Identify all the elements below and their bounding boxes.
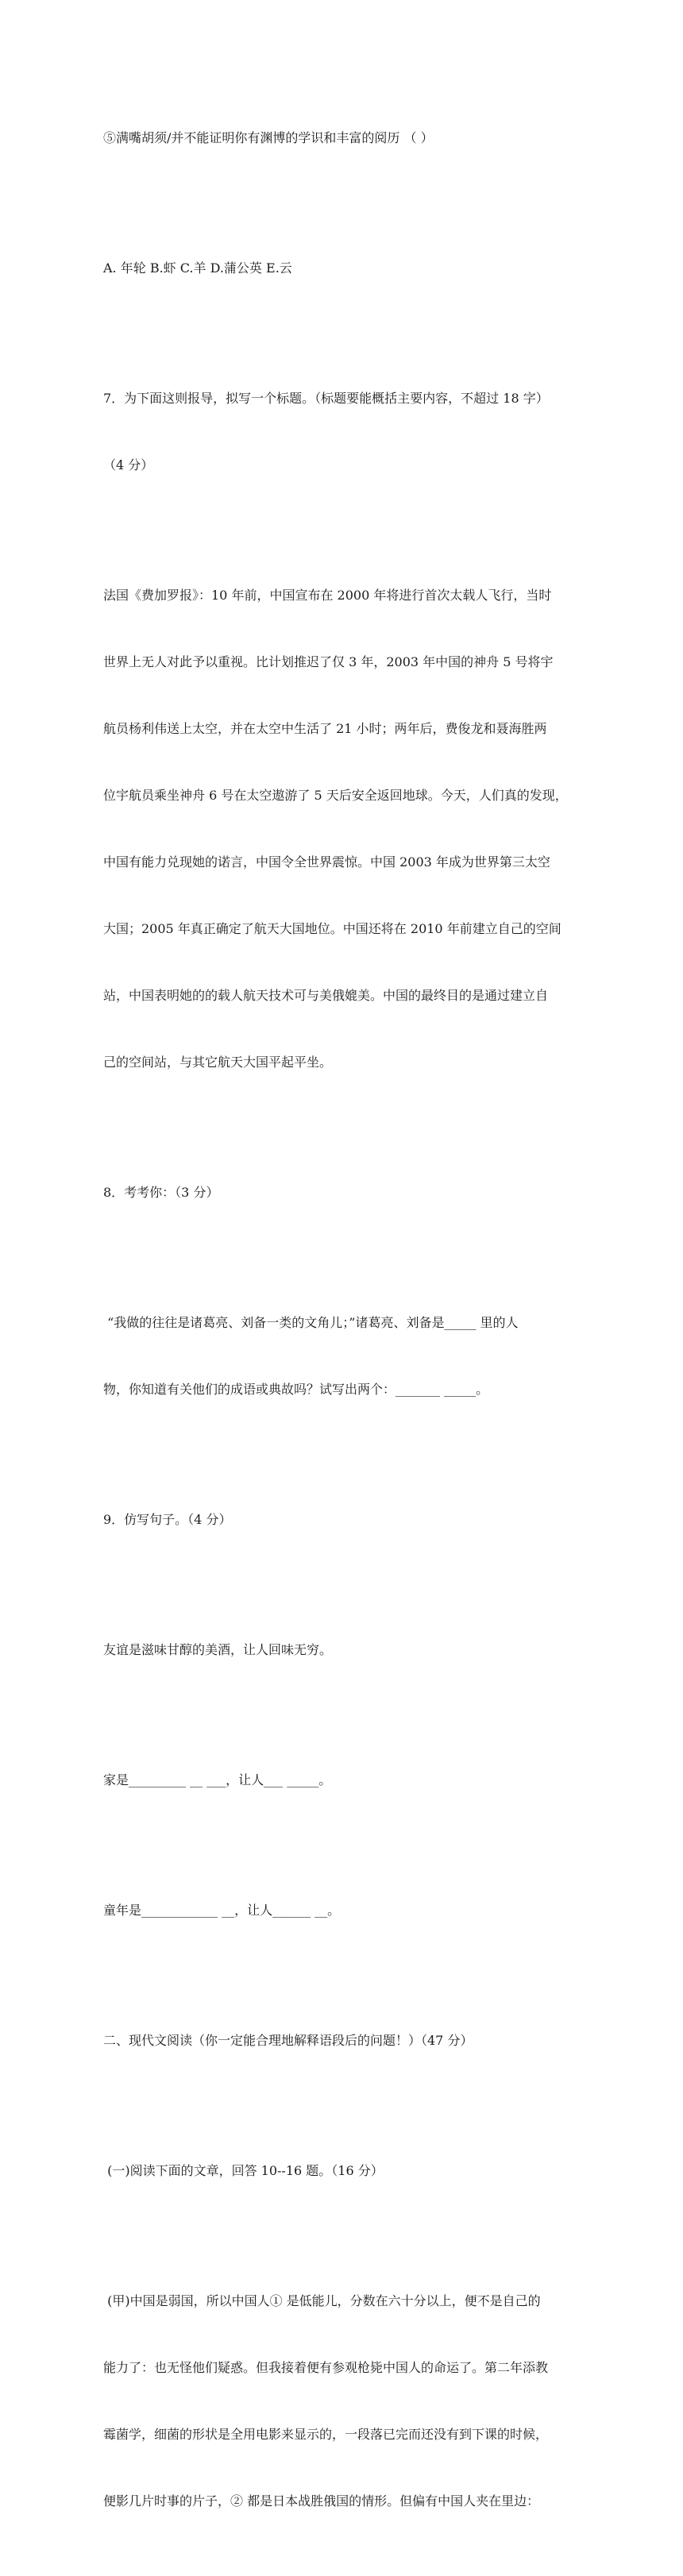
text-line: 航员杨利伟送上太空，并在太空中生活了 21 小时；两年后，费俊龙和聂海胜两 (103, 721, 547, 736)
text-line: 站，中国表明她的的载人航天技术可与美俄媲美。中国的最终目的是通过建立自 (103, 988, 549, 1003)
text-line: 位宇航员乘坐神舟 6 号在太空遨游了 5 天后安全返回地球。今天，人们真的发现， (103, 788, 568, 803)
text-line: 法国《费加罗报》：10 年前，中国宣布在 2000 年将进行首次太载人飞行，当时 (103, 588, 552, 603)
reading-passage (103, 2246, 580, 2557)
question-7 (103, 343, 580, 521)
text-line: 能力了：也无怪他们疑惑。但我接着便有参观枪毙中国人的命运了。第二年添教 (103, 2360, 549, 2375)
document-page (103, 83, 580, 2576)
news-passage (103, 540, 580, 1118)
text-line: “我做的往往是诸葛亮、刘备一类的文角儿；”诸葛亮、刘备是_____ 里的人 (103, 1315, 519, 1330)
question-9 (103, 1464, 580, 1575)
text-line: (一)阅读下面的文章，回答 10--16 题。（16 分） (103, 2163, 384, 2178)
example-sentence (103, 1595, 580, 1706)
reading-instruction (103, 2115, 580, 2227)
text-line: 二、现代文阅读（你一定能合理地解释语段后的问题！）（47 分） (103, 2033, 473, 2048)
text-line: 己的空间站，与其它航天大国平起平坐。 (103, 1055, 333, 1070)
text-line: (甲)中国是弱国，所以中国人① 是低能儿，分数在六十分以上，便不是自己的 (103, 2293, 541, 2308)
text-line: 大国；2005 年真正确定了航天大国地位。中国还将在 2010 年前建立自己的空间 (103, 921, 561, 936)
text-line: 友谊是滋味甘醇的美酒，让人回味无穷。 (103, 1642, 333, 1657)
fill-in-sentence-childhood (103, 1855, 580, 1966)
text-line: 8．考考你：（3 分） (103, 1185, 219, 1200)
text-line: 中国有能力兑现她的诺言，中国令全世界震惊。中国 2003 年成为世界第三太空 (103, 854, 550, 870)
text-line: 物，你知道有关他们的成语或典故吗？试写出两个：_______ _____。 (103, 1382, 489, 1397)
text-line: ⑤满嘴胡须/并不能证明你有渊博的学识和丰富的阅历 （ ） (103, 130, 434, 145)
section-2-heading (103, 1985, 580, 2096)
text-line: 家是_________ __ ___，让人___ _____。 (103, 1772, 332, 1787)
question-8 (103, 1137, 580, 1248)
text-line: 便影几片时事的片子，② 都是日本战胜俄国的情形。但偏有中国人夹在里边： (103, 2493, 540, 2509)
question-5-sentence (103, 83, 580, 194)
question-8-body (103, 1267, 580, 1445)
text-line: （4 分） (103, 457, 154, 472)
text-line: 童年是____________ __，让人______ __。 (103, 1903, 341, 1918)
text-line: 世界上无人对此予以重视。比计划推迟了仅 3 年，2003 年中国的神舟 5 号将宇 (103, 654, 554, 669)
answer-options (103, 213, 580, 324)
text-line: 7．为下面这则报导，拟写一个标题。（标题要能概括主要内容，不超过 18 字） (103, 391, 549, 406)
text-line: A. 年轮 B.虾 C.羊 D.蒲公英 E.云 (103, 260, 292, 276)
fill-in-sentence-home (103, 1725, 580, 1836)
text-line: 霉菌学，细菌的形状是全用电影来显示的，一段落已完而还没有到下课的时候， (103, 2427, 549, 2442)
text-line: 9．仿写句子。（4 分） (103, 1512, 232, 1527)
